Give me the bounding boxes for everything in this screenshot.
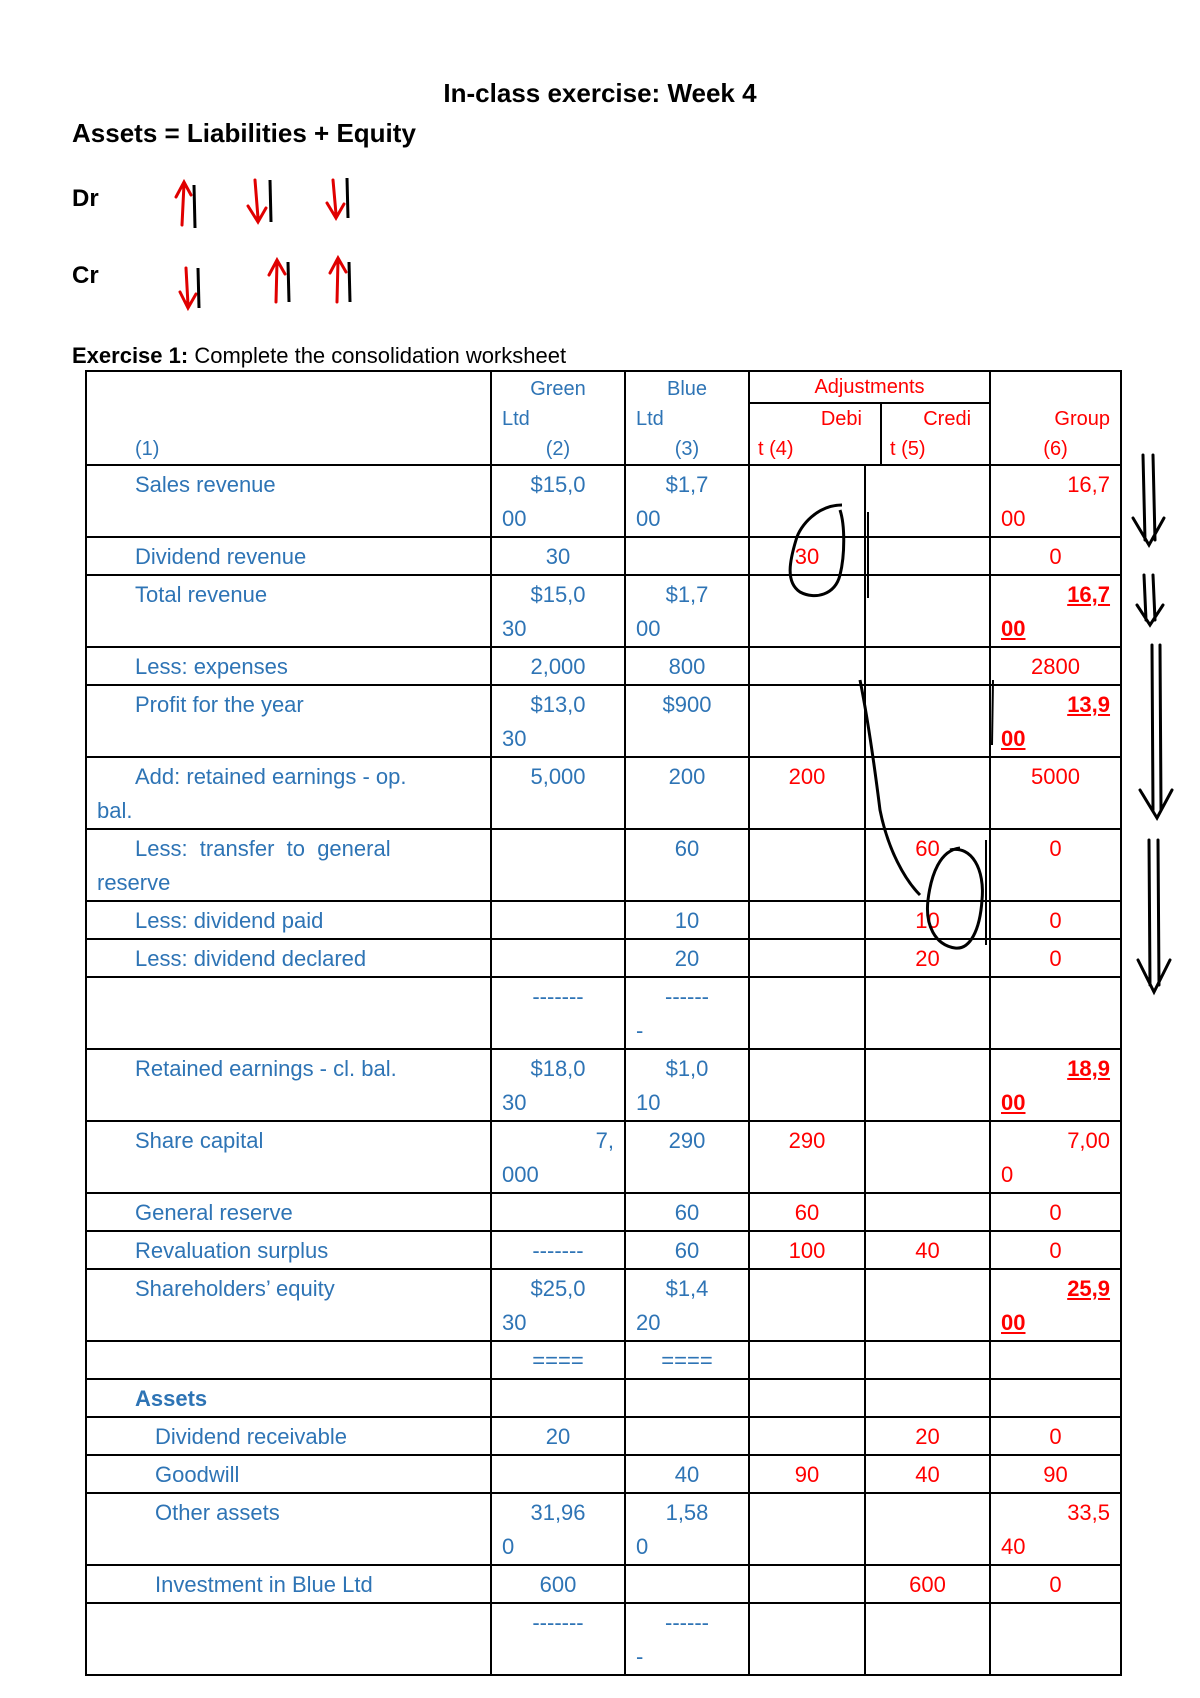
cr-up-arrow-1-icon — [269, 260, 285, 302]
header-group: Group (6) — [990, 371, 1121, 465]
dr-label: Dr — [72, 185, 99, 212]
group-goodwill: 90 — [990, 1455, 1121, 1493]
group-investment: 0 — [990, 1565, 1121, 1603]
row-investment-blue — [86, 1565, 1121, 1603]
row-dash-separator-1 — [86, 977, 1121, 1049]
row-dividend-declared — [86, 939, 1121, 977]
debit-revaluation: 100 — [749, 1231, 865, 1269]
blue-share-capital: 290 — [625, 1121, 749, 1193]
row-dash-separator-2 — [86, 1603, 1121, 1675]
header-adjustments: Adjustments Debi t (4) Credi t (5) — [749, 371, 990, 465]
row-dividend-revenue — [86, 537, 1121, 575]
cr-label: Cr — [72, 262, 99, 289]
group-dividend-revenue: 0 — [990, 537, 1121, 575]
label-expenses: Less: expenses — [86, 647, 491, 685]
header-green: Green Ltd (2) — [491, 371, 625, 465]
row-retained-earnings-opening — [86, 757, 1121, 829]
dr-down-arrow-2-icon — [327, 180, 344, 218]
dr-up-arrow-icon — [176, 182, 191, 225]
dr-down-arrow-1-bar-icon — [270, 180, 271, 222]
group-sales-revenue: 16,7 00 — [990, 465, 1121, 537]
group-expenses: 2800 — [990, 647, 1121, 685]
group-transfer: 0 — [990, 829, 1121, 901]
blue-general-reserve: 60 — [625, 1193, 749, 1231]
credit-dividend-paid: 10 — [865, 901, 990, 939]
green-total-revenue: $15,0 30 — [491, 575, 625, 647]
row-shareholders-equity — [86, 1269, 1121, 1341]
green-dash-2: ------- — [491, 1603, 625, 1675]
green-retained-closing: $18,0 30 — [491, 1049, 625, 1121]
blue-transfer: 60 — [625, 829, 749, 901]
row-total-revenue — [86, 575, 1121, 647]
debit-dividend-revenue: 30 — [749, 537, 865, 575]
group-retained-opening: 5000 — [990, 757, 1121, 829]
blue-retained-closing: $1,0 10 — [625, 1049, 749, 1121]
row-retained-earnings-closing — [86, 1049, 1121, 1121]
green-investment: 600 — [491, 1565, 625, 1603]
dr-down-arrow-2-bar-icon — [347, 178, 348, 218]
label-dividend-revenue: Dividend revenue — [86, 537, 491, 575]
group-general-reserve: 0 — [990, 1193, 1121, 1231]
row-goodwill — [86, 1455, 1121, 1493]
credit-dividend-declared: 20 — [865, 939, 990, 977]
blue-dividend-declared: 20 — [625, 939, 749, 977]
blue-revaluation: 60 — [625, 1231, 749, 1269]
group-dividend-paid: 0 — [990, 901, 1121, 939]
dr-down-arrow-1-icon — [248, 180, 266, 222]
credit-investment: 600 — [865, 1565, 990, 1603]
label-dividend-receivable: Dividend receivable — [86, 1417, 491, 1455]
margin-down-arrow-3-icon — [1140, 645, 1172, 818]
row-assets-heading — [86, 1379, 1121, 1417]
label-general-reserve: General reserve — [86, 1193, 491, 1231]
blue-goodwill: 40 — [625, 1455, 749, 1493]
group-revaluation: 0 — [990, 1231, 1121, 1269]
header-row — [86, 371, 1121, 465]
label-shareholders-equity: Shareholders’ equity — [86, 1269, 491, 1341]
label-total-revenue: Total revenue — [86, 575, 491, 647]
green-share-capital: 7, 000 — [491, 1121, 625, 1193]
group-shareholders-equity: 25,9 00 — [990, 1269, 1121, 1341]
label-share-capital: Share capital — [86, 1121, 491, 1193]
credit-goodwill: 40 — [865, 1455, 990, 1493]
row-double-line — [86, 1341, 1121, 1379]
green-dash-1: ------- — [491, 977, 625, 1049]
green-profit: $13,0 30 — [491, 685, 625, 757]
row-other-assets — [86, 1493, 1121, 1565]
group-dividend-declared: 0 — [990, 939, 1121, 977]
label-dividend-declared: Less: dividend declared — [86, 939, 491, 977]
dr-up-arrow-bar-icon — [194, 185, 195, 228]
exercise-instruction: Complete the consolidation worksheet — [188, 343, 567, 368]
label-retained-earnings-closing: Retained earnings - cl. bal. — [86, 1049, 491, 1121]
margin-down-arrow-4-icon — [1138, 840, 1170, 992]
group-retained-closing: 18,9 00 — [990, 1049, 1121, 1121]
group-share-capital: 7,00 0 — [990, 1121, 1121, 1193]
page-title: In-class exercise: Week 4 — [443, 78, 757, 108]
green-dividend-revenue: 30 — [491, 537, 625, 575]
row-share-capital — [86, 1121, 1121, 1193]
exercise-heading — [72, 343, 566, 369]
group-dividend-receivable: 0 — [990, 1417, 1121, 1455]
row-dividend-receivable — [86, 1417, 1121, 1455]
green-dividend-receivable: 20 — [491, 1417, 625, 1455]
consolidation-worksheet — [85, 370, 1122, 1676]
green-expenses: 2,000 — [491, 647, 625, 685]
label-revaluation-surplus: Revaluation surplus — [86, 1231, 491, 1269]
label-retained-earnings-opening: Add: retained earnings - op. bal. — [86, 757, 491, 829]
accounting-equation: Assets = Liabilities + Equity — [72, 118, 416, 148]
row-sales-revenue — [86, 465, 1121, 537]
green-other-assets: 31,96 0 — [491, 1493, 625, 1565]
green-revaluation: ------- — [491, 1231, 625, 1269]
cr-down-arrow-icon — [180, 268, 196, 308]
header-col1: (1) — [86, 371, 491, 465]
blue-other-assets: 1,58 0 — [625, 1493, 749, 1565]
row-revaluation-surplus — [86, 1231, 1121, 1269]
exercise-number: Exercise 1: — [72, 343, 189, 368]
green-sales-revenue: $15,0 00 — [491, 465, 625, 537]
cr-up-arrow-2-bar-icon — [349, 262, 350, 302]
label-transfer-general-reserve: Less: transfer to general reserve — [86, 829, 491, 901]
debit-goodwill: 90 — [749, 1455, 865, 1493]
green-double-line: ==== — [491, 1341, 625, 1379]
label-sales-revenue: Sales revenue — [86, 465, 491, 537]
header-blue: Blue Ltd (3) — [625, 371, 749, 465]
group-profit: 13,9 00 — [990, 685, 1121, 757]
cr-down-arrow-bar-icon — [198, 268, 199, 308]
blue-expenses: 800 — [625, 647, 749, 685]
label-assets: Assets — [86, 1379, 491, 1417]
label-profit: Profit for the year — [86, 685, 491, 757]
label-goodwill: Goodwill — [86, 1455, 491, 1493]
blue-profit: $900 — [625, 685, 749, 757]
group-other-assets: 33,5 40 — [990, 1493, 1121, 1565]
credit-dividend-receivable: 20 — [865, 1417, 990, 1455]
row-profit — [86, 685, 1121, 757]
row-dividend-paid — [86, 901, 1121, 939]
debit-general-reserve: 60 — [749, 1193, 865, 1231]
credit-revaluation: 40 — [865, 1231, 990, 1269]
label-investment-blue: Investment in Blue Ltd — [86, 1565, 491, 1603]
row-transfer-general-reserve — [86, 829, 1121, 901]
group-total-revenue: 16,7 00 — [990, 575, 1121, 647]
label-dividend-paid: Less: dividend paid — [86, 901, 491, 939]
margin-down-arrow-1-icon — [1133, 455, 1164, 545]
blue-sales-revenue: $1,7 00 — [625, 465, 749, 537]
blue-total-revenue: $1,7 00 — [625, 575, 749, 647]
label-other-assets: Other assets — [86, 1493, 491, 1565]
blue-shareholders-equity: $1,4 20 — [625, 1269, 749, 1341]
row-expenses — [86, 647, 1121, 685]
debit-retained-opening: 200 — [749, 757, 865, 829]
green-retained-opening: 5,000 — [491, 757, 625, 829]
blue-dividend-paid: 10 — [625, 901, 749, 939]
debit-share-capital: 290 — [749, 1121, 865, 1193]
cr-up-arrow-2-icon — [330, 258, 346, 302]
blue-double-line: ==== — [625, 1341, 749, 1379]
cr-up-arrow-1-bar-icon — [288, 262, 289, 302]
margin-down-arrow-2-icon — [1137, 575, 1163, 625]
blue-retained-opening: 200 — [625, 757, 749, 829]
blue-dash-1: ------ - — [625, 977, 749, 1049]
blue-dash-2: ------ - — [625, 1603, 749, 1675]
row-general-reserve — [86, 1193, 1121, 1231]
green-shareholders-equity: $25,0 30 — [491, 1269, 625, 1341]
credit-transfer: 60 — [865, 829, 990, 901]
